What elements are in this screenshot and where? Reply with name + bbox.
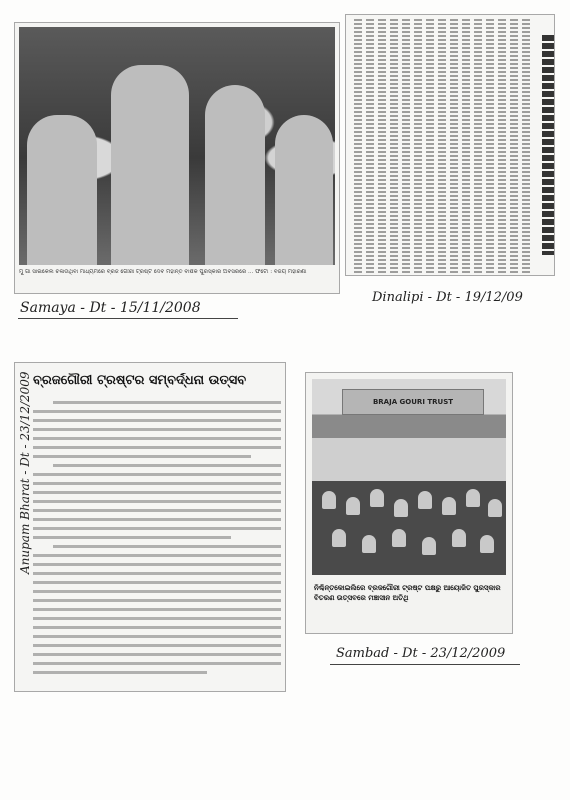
- clipping-anupam-bharat: [14, 362, 286, 692]
- banner-text: BRAJA GOURI TRUST: [372, 398, 454, 406]
- vertical-headline: [542, 35, 554, 255]
- news-photo-event: [312, 379, 506, 575]
- clipping-samaya: [14, 22, 340, 294]
- source-note-samaya: Samaya - Dt - 15/11/2008: [20, 300, 201, 316]
- photo-figure: [205, 85, 265, 265]
- photo-figure: [111, 65, 189, 265]
- source-note-dinalipi: Dinalipi - Dt - 19/12/09: [372, 290, 523, 305]
- article-headline: ବ୍ରଜଗୌରୀ ଟ୍ରଷ୍ଟର ସମ୍ବର୍ଦ୍ଧନା ଉତ୍ସବ: [33, 373, 247, 388]
- article-body: [33, 401, 281, 689]
- photo-caption: ମୁଁ ଗାଁ ସାଇକେଲ ଚଳାଉଥିବା ମାଧ୍ୟମରେ ବ୍ରଜ ଗୌରୀ ଟ୍ରଷ୍ଟ ଦେବ ମହାନ୍ତି ବାର୍ଷିକ ପୁରସ୍କାର ଅବସରରେ ... ଫଟୋ : ବିଜୟ ମହାରଣା: [19, 269, 307, 275]
- stage-banner: [342, 389, 484, 415]
- photo-figure: [275, 115, 333, 265]
- underline: [18, 318, 238, 319]
- underline: [330, 664, 520, 665]
- source-note-sambad: Sambad - Dt - 23/12/2009: [336, 646, 506, 661]
- clipping-dinalipi: [345, 14, 555, 276]
- photo-caption: ନିଶ୍ଚିନ୍ତକୋଇଲିରେ ବ୍ରଜଗୌରୀ ଟ୍ରଷ୍ଟ ପକ୍ଷରୁ ଆୟୋଜିତ ପୁରସ୍କାର ବିତରଣ ଉତ୍ସବରେ ମଞ୍ଚାସୀନ ଅତିଥି: [314, 584, 501, 602]
- clipping-sambad: [305, 372, 513, 634]
- source-note-anupam-bharat: Anupam Bharat - Dt - 23/12/2009: [18, 371, 32, 574]
- photo-figure: [27, 115, 97, 265]
- vertical-text-block: [346, 15, 556, 277]
- news-photo-people: [19, 27, 335, 265]
